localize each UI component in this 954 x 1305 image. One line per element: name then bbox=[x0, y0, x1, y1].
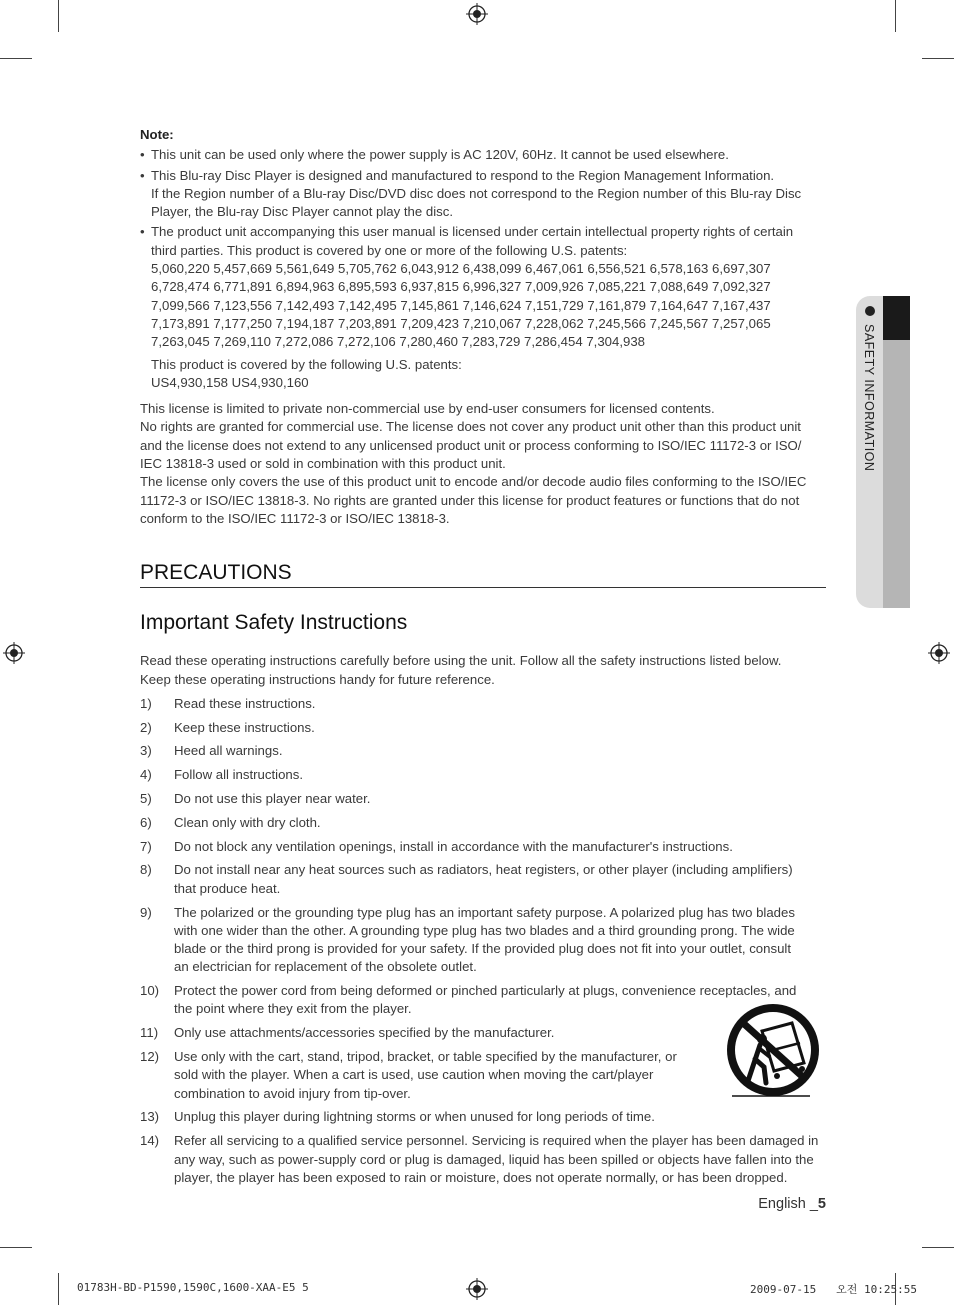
side-tab-label bbox=[862, 306, 878, 506]
license-text: The license only covers the use of this product unit to encode and/or decode audio files conforming to the ISO/IEC bbox=[140, 474, 807, 490]
instruction-number: 2) bbox=[140, 719, 152, 735]
instruction-text: Clean only with dry cloth. bbox=[174, 814, 321, 830]
instruction-number: 10) bbox=[140, 983, 160, 999]
instruction-item bbox=[140, 742, 826, 760]
instruction-item bbox=[140, 766, 826, 784]
crop-mark bbox=[922, 1247, 954, 1248]
license-text: This license is limited to private non-commercial use by end-user consumers for licensed contents. bbox=[140, 401, 715, 417]
crop-mark bbox=[922, 58, 954, 59]
instruction-number: 11) bbox=[140, 1025, 159, 1041]
side-tab-text: SAFETY INFORMATION bbox=[862, 324, 876, 472]
instruction-text: Follow all instructions. bbox=[174, 767, 303, 783]
note-text: If the Region number of a Blu-ray Disc/DVD disc does not correspond to the Region number of this Blu-ray Disc bbox=[151, 185, 802, 201]
patent-line: 7,099,566 7,123,556 7,142,493 7,142,495 7,145,861 7,146,624 7,151,729 7,161,879 7,164,647 7,167,437 bbox=[151, 297, 771, 313]
note-text: • This unit can be used only where the power supply is AC 120V, 60Hz. It cannot be used elsewhere. bbox=[151, 147, 729, 163]
instruction-text: any way, such as power-supply cord or plug is damaged, liquid has been spilled or objects have fallen into the bbox=[174, 1151, 814, 1167]
instruction-text: the point where they exit from the player. bbox=[174, 1001, 412, 1017]
crop-mark bbox=[58, 1273, 59, 1305]
intro-line: Keep these operating instructions handy for future reference. bbox=[140, 671, 495, 687]
note-bullet bbox=[140, 223, 826, 392]
crop-mark bbox=[895, 0, 896, 32]
note-text: This product is covered by the following U.S. patents: bbox=[151, 356, 462, 372]
instruction-text: sold with the player. When a cart is used, use caution when moving the cart/player bbox=[174, 1067, 654, 1083]
instruction-number: 12) bbox=[140, 1049, 160, 1065]
instruction-text: Use only with the cart, stand, tripod, bracket, or table specified by the manufacturer, or bbox=[174, 1049, 677, 1065]
instruction-item bbox=[140, 719, 826, 737]
instruction-text: that produce heat. bbox=[174, 880, 281, 896]
instruction-item bbox=[140, 1108, 826, 1126]
note-text: • The product unit accompanying this user manual is licensed under certain intellectual property rights of certain bbox=[151, 224, 794, 240]
instruction-number: 4) bbox=[140, 767, 152, 783]
instruction-number: 3) bbox=[140, 743, 152, 759]
instruction-text: Do not install near any heat sources such as radiators, heat registers, or other player (including amplifiers) bbox=[174, 862, 793, 878]
instruction-text: Heed all warnings. bbox=[174, 743, 283, 759]
note-text: third parties. This product is covered by one or more of the following U.S. patents: bbox=[151, 242, 628, 258]
instruction-text: Read these instructions. bbox=[174, 695, 316, 711]
crop-mark bbox=[58, 0, 59, 32]
patent-line: 6,728,474 6,771,891 6,894,963 6,895,593 6,937,815 6,996,327 7,009,926 7,085,221 7,088,649 7,092,327 bbox=[151, 279, 771, 295]
page-number: 5 bbox=[817, 1196, 826, 1212]
license-text: No rights are granted for commercial use. The license does not cover any product unit other than this product unit bbox=[140, 419, 801, 435]
instruction-item bbox=[140, 814, 826, 832]
patent-line: 7,263,045 7,269,110 7,272,086 7,272,106 7,280,460 7,283,729 7,286,454 7,304,938 bbox=[151, 334, 646, 350]
instruction-text: Keep these instructions. bbox=[174, 719, 315, 735]
instruction-number: 8) bbox=[140, 862, 152, 878]
instruction-list bbox=[140, 695, 826, 1187]
registration-mark-icon bbox=[928, 642, 950, 664]
license-text: conform to the ISO/IEC 11172-3 or ISO/IEC 13818-3. bbox=[140, 510, 450, 526]
instruction-item bbox=[140, 861, 826, 898]
side-tab-dark-block bbox=[883, 296, 910, 340]
registration-mark-icon bbox=[466, 3, 488, 25]
note-bullet bbox=[140, 167, 826, 222]
note-bullet bbox=[140, 146, 826, 164]
instruction-number: 6) bbox=[140, 814, 152, 830]
note-text: • This Blu-ray Disc Player is designed and manufactured to respond to the Region Management Information. bbox=[151, 167, 775, 183]
instruction-number: 5) bbox=[140, 791, 152, 807]
registration-mark-icon bbox=[3, 642, 25, 664]
instruction-text: Do not block any ventilation openings, install in accordance with the manufacturer's instructions. bbox=[174, 838, 733, 854]
instruction-number: 13) bbox=[140, 1109, 160, 1125]
instruction-text: blade or the third prong is provided for your safety. If the provided plug does not fit into your outlet, consult bbox=[174, 941, 791, 957]
footer-language: English _ bbox=[758, 1196, 818, 1212]
instruction-number: 9) bbox=[140, 904, 152, 920]
registration-mark-icon bbox=[466, 1278, 488, 1300]
instruction-text: combination to avoid injury from tip-over. bbox=[174, 1085, 411, 1101]
side-tab-shade bbox=[883, 340, 910, 608]
note-title: Note: bbox=[140, 127, 174, 142]
intro-line: Read these operating instructions carefully before using the unit. Follow all the safety instructions listed below. bbox=[140, 653, 782, 669]
instruction-item bbox=[140, 1132, 826, 1187]
instruction-text: The polarized or the grounding type plug has an important safety purpose. A polarized plug has two blades bbox=[174, 904, 795, 920]
instruction-text: Do not use this player near water. bbox=[174, 791, 371, 807]
instruction-item bbox=[140, 790, 826, 808]
section-title-safety: Important Safety Instructions bbox=[140, 611, 408, 635]
instruction-number: 14) bbox=[140, 1133, 160, 1149]
patent-line: US4,930,158 US4,930,160 bbox=[151, 374, 309, 390]
license-text: IEC 13818-3 used or sold in combination with this product unit. bbox=[140, 456, 506, 472]
license-text: 11172-3 or ISO/IEC 13818-3. No rights are granted under this license for product features or functions that do not bbox=[140, 492, 800, 508]
page-footer bbox=[758, 1196, 826, 1212]
crop-mark bbox=[0, 58, 32, 59]
intro-text bbox=[140, 652, 826, 689]
instruction-item bbox=[140, 838, 826, 856]
instruction-text: player, the player has been exposed to rain or moisture, does not operate normally, or has been dropped. bbox=[174, 1169, 788, 1185]
note-text: Player, the Blu-ray Disc Player cannot play the disc. bbox=[151, 204, 453, 220]
instruction-number: 1) bbox=[140, 695, 152, 711]
crop-mark bbox=[0, 1247, 32, 1248]
print-slug-left: 01783H-BD-P1590,1590C,1600-XAA-E5 5 bbox=[77, 1281, 309, 1294]
instruction-text: Protect the power cord from being deformed or pinched particularly at plugs, convenience receptacles, and bbox=[174, 983, 797, 999]
section-title-precautions: PRECAUTIONS bbox=[140, 560, 826, 588]
instruction-text: Refer all servicing to a qualified service personnel. Servicing is required when the player has been damaged in bbox=[174, 1133, 819, 1149]
license-text: and the license does not extend to any unlicensed product unit or process conforming to ISO/IEC 11172-3 or ISO/ bbox=[140, 437, 802, 453]
instruction-number: 7) bbox=[140, 838, 152, 854]
instruction-text: an electrician for replacement of the obsolete outlet. bbox=[174, 959, 477, 975]
patent-line: 7,173,891 7,177,250 7,194,187 7,203,891 7,209,423 7,210,067 7,228,062 7,245,566 7,245,567 7,257,065 bbox=[151, 315, 771, 331]
instruction-text: Unplug this player during lightning storms or when unused for long periods of time. bbox=[174, 1109, 655, 1125]
instruction-text: with one wider than the other. A grounding type plug has two blades and a third grounding prong. The wide bbox=[174, 922, 795, 938]
bullet-dot-icon bbox=[865, 306, 875, 316]
instruction-item bbox=[140, 904, 826, 977]
instruction-item bbox=[140, 695, 826, 713]
cart-tip-over-warning-icon bbox=[722, 1001, 824, 1099]
patent-line: 5,060,220 5,457,669 5,561,649 5,705,762 6,043,912 6,438,099 6,467,061 6,556,521 6,578,163 6,697,307 bbox=[151, 261, 771, 277]
instruction-text: Only use attachments/accessories specified by the manufacturer. bbox=[174, 1025, 555, 1041]
license-block bbox=[140, 400, 826, 528]
print-slug-right: 2009-07-15 오전 10:25:55 bbox=[750, 1283, 917, 1296]
